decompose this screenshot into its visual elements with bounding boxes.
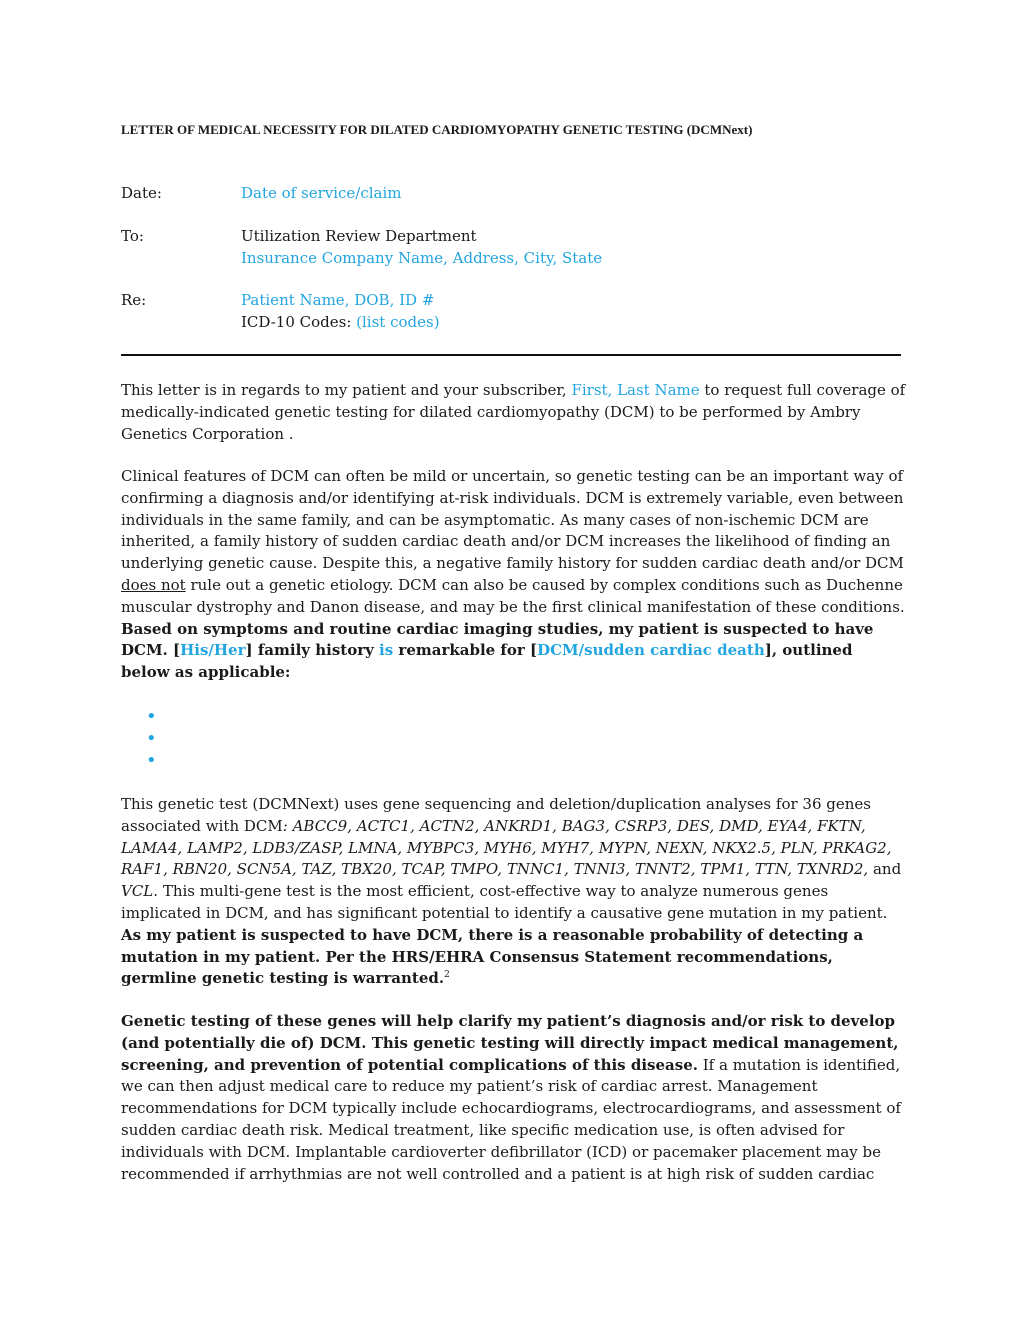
re-label: Re: [121, 291, 147, 309]
paragraph-management [121, 1011, 906, 1185]
p2-bold-2: ] family history [245, 641, 380, 660]
gene-vcl: VCL. [121, 882, 159, 901]
p1-text-b: to request full coverage of medically-indicated genetic testing for dilated cardiomyopathy (DCM) to be performed by Ambry Genetics Corporation . [121, 381, 906, 443]
p3-text-b: This multi-gene test is the most efficient, cost-effective way to analyze numerous genes implicated in DCM, and has significant potential to identify a causative gene mutation in my patient. [121, 882, 888, 922]
is-placeholder: is [379, 641, 394, 660]
icd-prefix: ICD-10 Codes: [241, 313, 357, 331]
dcm-scd-placeholder: DCM/sudden cardiac death [537, 641, 765, 660]
reference-superscript: 2 [444, 970, 450, 981]
header-divider [121, 354, 901, 356]
to-line2: Insurance Company Name, Address, City, State [241, 249, 603, 267]
p1-text-a: This letter is in regards to my patient and your subscriber, [121, 381, 572, 399]
date-label: Date: [121, 184, 162, 202]
p2-text-a: Clinical features of DCM can often be mild or uncertain, so genetic testing can be an important way of confirming a diagnosis and/or identifying at-risk individuals. DCM is extremely variable, even between individuals in the same family, and can be asymptomatic. As many cases of non-ischemic DCM are inherited, a family history of sudden cardiac death and/or DCM increases the likelihood of finding an underlying genetic cause. Despite this, a negative family history for sudden cardiac death and/or DCM [121, 467, 904, 573]
to-line1: Utilization Review Department [241, 227, 477, 245]
p2-bold-3: remarkable for [ [393, 641, 538, 660]
family-history-list [146, 706, 157, 772]
paragraph-intro [121, 380, 906, 445]
list-item: • [146, 750, 157, 771]
p2-text-b: rule out a genetic etiology. DCM can also be caused by complex conditions such as Duchenne muscular dystrophy and Danon disease, and may be the first clinical manifestation of these conditions. [121, 575, 905, 616]
p3-and: and [868, 860, 902, 879]
date-value: Date of service/claim [241, 184, 402, 202]
paragraph-clinical [121, 466, 906, 684]
patient-name-placeholder: First, Last Name [571, 381, 700, 399]
p4-text: If a mutation is identified, we can then adjust medical care to reduce my patient’s risk of cardiac arrest. Management recommendations for DCM typically include echocardiograms, electrocardiograms, and assessment of sudden cardiac death risk. Medical treatment, like specific medication use, is often advised for individuals with DCM. Implantable cardioverter defibrillator (ICD) or pacemaker placement may be recommended if arrhythmias are not well controlled and a patient is at high risk of sudden cardiac [121, 1055, 901, 1183]
p3-text-a: This genetic test (DCMNext) uses gene sequencing and deletion/duplication analyses for 36 genes associated with DCM [121, 795, 871, 835]
list-item: • [146, 706, 157, 727]
his-her-placeholder: His/Her [180, 641, 246, 660]
p3-bold: As my patient is suspected to have DCM, there is a reasonable probability of detecting a mutation in my patient. Per the HRS/EHRA Consensus Statement recommendations, germline genetic testing is warranted. [121, 925, 864, 988]
re-line1: Patient Name, DOB, ID # [241, 291, 435, 309]
p2-underline: does not [121, 575, 186, 594]
paragraph-test [121, 794, 906, 990]
p2-bold-1: Based on symptoms and routine cardiac imaging studies, my patient is suspected to have DCM. [ [121, 619, 874, 660]
p4-bold: Genetic testing of these genes will help clarify my patient’s diagnosis and/or risk to develop (and potentially die of) DCM. This genetic testing will directly impact medical management, screening, and prevention of potential complications of this disease. [121, 1012, 899, 1074]
icd-value: (list codes) [356, 313, 440, 331]
list-item: • [146, 728, 157, 749]
p2-bold-4: ], outlined below as applicable: [121, 641, 853, 682]
to-label: To: [121, 227, 144, 245]
letter-title: LETTER OF MEDICAL NECESSITY FOR DILATED CARDIOMYOPATHY GENETIC TESTING (DCMNext) [121, 122, 753, 137]
icd-line [241, 311, 440, 333]
gene-list: : ABCC9, ACTC1, ACTN2, ANKRD1, BAG3, CSRP3, DES, DMD, EYA4, FKTN, LAMA4, LAMP2, LDB3/ZASP, LMNA, MYBPC3, MYH6, MYH7, MYPN, NEXN, NKX2.5, PLN, PRKAG2, RAF1, RBN20, SCN5A, TAZ, TBX20, TCAP, TMPO, TNNC1, TNNI3, TNNT2, TPM1, TTN, TXNRD2, [121, 816, 892, 879]
